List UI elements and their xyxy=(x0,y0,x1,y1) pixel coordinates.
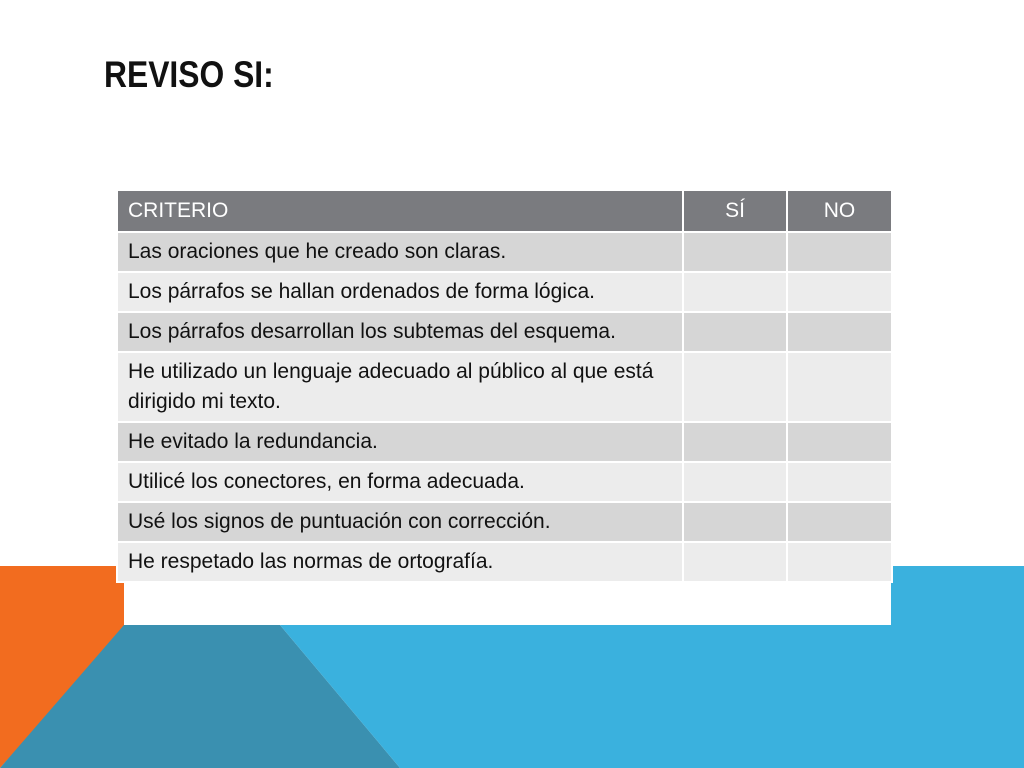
table-row xyxy=(117,232,892,272)
revision-checklist-table xyxy=(116,189,893,583)
criterio-cell: He utilizado un lenguaje adecuado al público al que está dirigido mi texto. xyxy=(117,352,683,422)
si-cell[interactable] xyxy=(683,352,787,422)
no-cell[interactable] xyxy=(787,312,892,352)
table-row xyxy=(117,352,892,422)
blue-shape xyxy=(280,566,1024,768)
si-cell[interactable] xyxy=(683,542,787,582)
si-cell[interactable] xyxy=(683,502,787,542)
criterio-cell: Los párrafos desarrollan los subtemas del esquema. xyxy=(117,312,683,352)
criterio-cell: He respetado las normas de ortografía. xyxy=(117,542,683,582)
no-cell[interactable] xyxy=(787,352,892,422)
si-cell[interactable] xyxy=(683,312,787,352)
si-cell[interactable] xyxy=(683,422,787,462)
table-row xyxy=(117,272,892,312)
table-row xyxy=(117,312,892,352)
no-cell[interactable] xyxy=(787,232,892,272)
table-header-row xyxy=(117,190,892,232)
table-row xyxy=(117,462,892,502)
header-si: SÍ xyxy=(683,190,787,232)
header-no: NO xyxy=(787,190,892,232)
no-cell[interactable] xyxy=(787,272,892,312)
header-criterio: CRITERIO xyxy=(117,190,683,232)
no-cell[interactable] xyxy=(787,462,892,502)
table-row xyxy=(117,542,892,582)
criterio-cell: Utilicé los conectores, en forma adecuada. xyxy=(117,462,683,502)
slide-title: REVISO SI: xyxy=(104,54,274,95)
criterio-cell: Las oraciones que he creado son claras. xyxy=(117,232,683,272)
si-cell[interactable] xyxy=(683,462,787,502)
no-cell[interactable] xyxy=(787,502,892,542)
si-cell[interactable] xyxy=(683,272,787,312)
no-cell[interactable] xyxy=(787,542,892,582)
table-row xyxy=(117,422,892,462)
table-row xyxy=(117,502,892,542)
si-cell[interactable] xyxy=(683,232,787,272)
criterio-cell: Los párrafos se hallan ordenados de forma lógica. xyxy=(117,272,683,312)
criterio-cell: Usé los signos de puntuación con corrección. xyxy=(117,502,683,542)
no-cell[interactable] xyxy=(787,422,892,462)
criterio-cell: He evitado la redundancia. xyxy=(117,422,683,462)
